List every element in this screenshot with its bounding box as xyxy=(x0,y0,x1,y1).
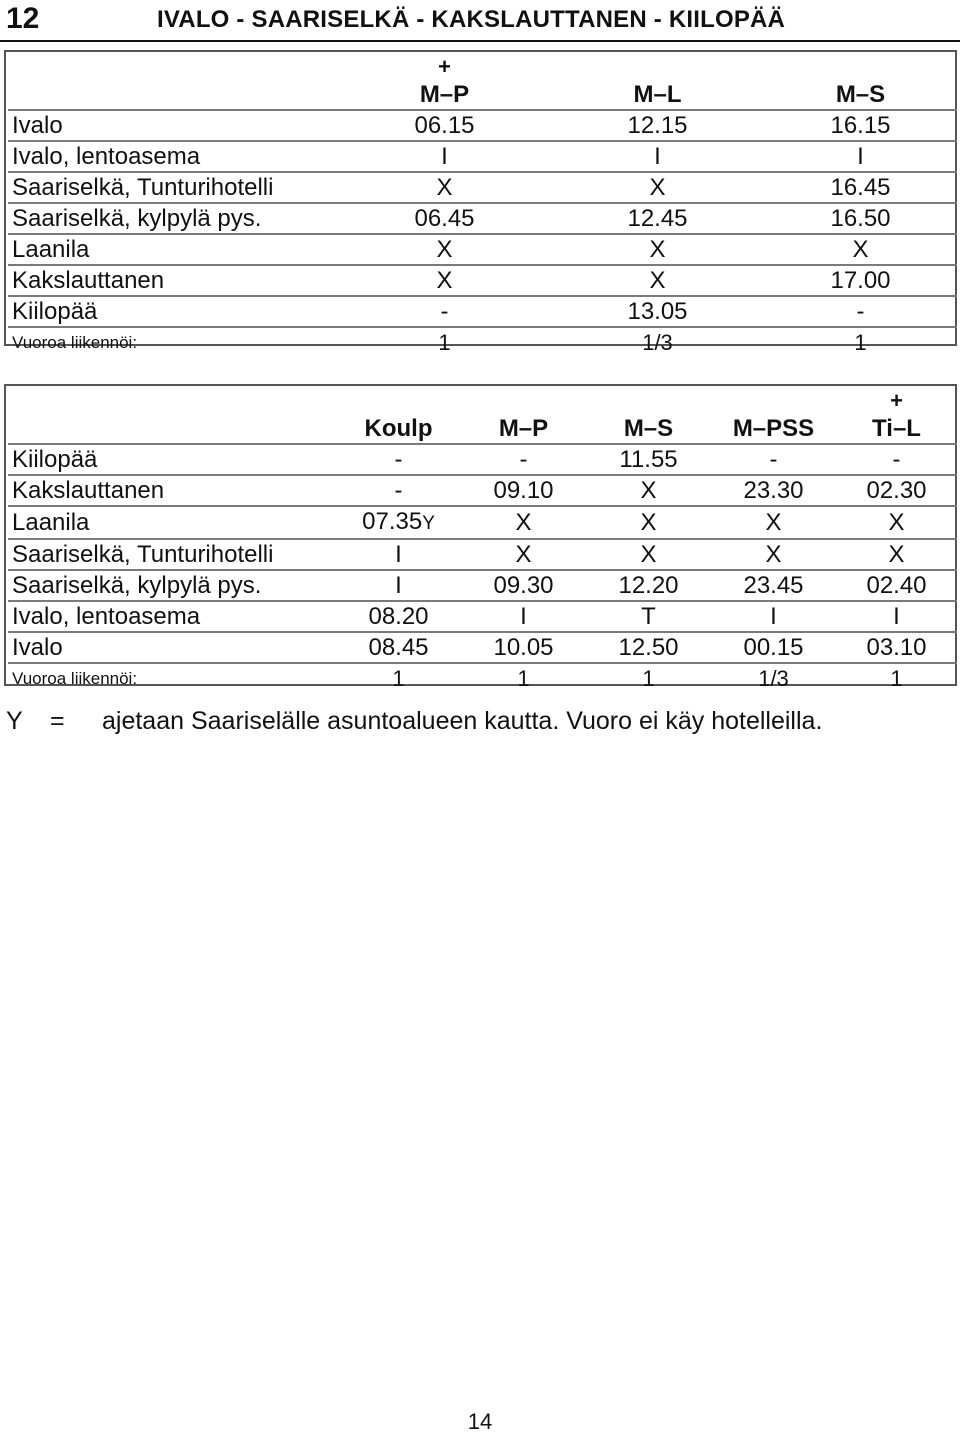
footnote-text: ajetaan Saariselälle asuntoalueen kautta. Vuoro ei käy hotelleilla. xyxy=(102,707,823,735)
operating-days-value: 1 xyxy=(517,666,530,691)
time-cell: X xyxy=(551,172,764,203)
time-cell: 09.10 xyxy=(461,475,586,506)
column-header: Ti–L xyxy=(836,414,957,444)
plus-mark xyxy=(551,54,764,80)
column-header: M–S xyxy=(764,80,957,110)
column-header: M–L xyxy=(551,80,764,110)
time-cell: 06.15 xyxy=(338,110,551,141)
time-cell: I xyxy=(764,141,957,172)
plus-mark xyxy=(336,388,461,414)
time-cell: 17.00 xyxy=(764,265,957,296)
plus-mark xyxy=(586,388,711,414)
time-cell: X xyxy=(586,475,711,506)
column-header: M–S xyxy=(586,414,711,444)
time-cell: 02.40 xyxy=(836,570,957,601)
stop-name: Kakslauttanen xyxy=(8,265,338,296)
header-divider xyxy=(0,40,960,42)
time-cell: I xyxy=(836,601,957,632)
stop-name: Kakslauttanen xyxy=(8,475,336,506)
plus-row xyxy=(8,388,957,414)
stop-name: Ivalo xyxy=(8,632,336,663)
time-cell: 08.45 xyxy=(336,632,461,663)
plus-mark xyxy=(711,388,836,414)
time-cell: 06.45 xyxy=(338,203,551,234)
stop-name: Ivalo xyxy=(8,110,338,141)
table-row xyxy=(8,475,957,506)
time-cell: X xyxy=(586,539,711,570)
time-cell-with-marker xyxy=(336,506,461,539)
operating-days-value: 1 xyxy=(642,666,655,691)
stop-name: Ivalo, lentoasema xyxy=(8,601,336,632)
time-cell: 23.45 xyxy=(711,570,836,601)
time-cell: 12.45 xyxy=(551,203,764,234)
time-value: 07.35 xyxy=(362,508,423,535)
table-row xyxy=(8,265,957,296)
operating-days-value: 1 xyxy=(392,666,405,691)
time-cell: X xyxy=(338,234,551,265)
page-header xyxy=(0,0,960,40)
footnote xyxy=(6,707,956,736)
time-cell: X xyxy=(764,234,957,265)
column-header: Koulp xyxy=(336,414,461,444)
plus-mark xyxy=(461,388,586,414)
footnote-marker: Y xyxy=(422,513,435,534)
time-cell: I xyxy=(336,539,461,570)
time-cell: X xyxy=(551,265,764,296)
page-number: 14 xyxy=(467,1409,493,1434)
table-row xyxy=(8,632,957,663)
time-cell: - xyxy=(336,475,461,506)
table-row xyxy=(8,141,957,172)
time-cell: I xyxy=(336,570,461,601)
time-cell: 02.30 xyxy=(836,475,957,506)
plus-mark xyxy=(764,54,957,80)
time-cell: I xyxy=(711,601,836,632)
time-cell: 13.05 xyxy=(551,296,764,327)
time-cell: - xyxy=(836,444,957,475)
timetable-outbound-table xyxy=(8,54,957,357)
timetable-return-table xyxy=(8,388,957,693)
table-row xyxy=(8,444,957,475)
table-row xyxy=(8,506,957,539)
column-header: M–PSS xyxy=(711,414,836,444)
table-row xyxy=(8,110,957,141)
operating-days-value: 1/3 xyxy=(642,330,673,355)
plus-mark: + xyxy=(890,388,903,413)
table-row xyxy=(8,203,957,234)
plus-mark: + xyxy=(438,54,451,79)
time-cell: I xyxy=(338,141,551,172)
column-header: M–P xyxy=(461,414,586,444)
time-cell: X xyxy=(711,539,836,570)
time-cell: 00.15 xyxy=(711,632,836,663)
time-cell: X xyxy=(586,506,711,539)
table-row xyxy=(8,539,957,570)
table-row xyxy=(8,234,957,265)
time-cell: I xyxy=(551,141,764,172)
time-cell: 03.10 xyxy=(836,632,957,663)
time-cell: 23.30 xyxy=(711,475,836,506)
column-header-row xyxy=(8,414,957,444)
column-header-row xyxy=(8,80,957,110)
operating-days-value: 1 xyxy=(890,666,903,691)
operating-days-value: 1 xyxy=(854,330,867,355)
time-cell: 16.15 xyxy=(764,110,957,141)
operating-days-value: 1/3 xyxy=(758,666,789,691)
time-cell: 11.55 xyxy=(586,444,711,475)
table-row xyxy=(8,601,957,632)
table-row xyxy=(8,296,957,327)
time-cell: X xyxy=(338,172,551,203)
time-cell: 12.50 xyxy=(586,632,711,663)
plus-row xyxy=(8,54,957,80)
time-cell: 12.20 xyxy=(586,570,711,601)
time-cell: X xyxy=(338,265,551,296)
time-cell: - xyxy=(764,296,957,327)
table-row xyxy=(8,172,957,203)
stop-name: Saariselkä, Tunturihotelli xyxy=(8,172,338,203)
time-cell: - xyxy=(336,444,461,475)
table-row xyxy=(8,570,957,601)
time-cell: X xyxy=(836,539,957,570)
stop-name: Saariselkä, Tunturihotelli xyxy=(8,539,336,570)
stop-name: Saariselkä, kylpylä pys. xyxy=(8,570,336,601)
time-cell: 08.20 xyxy=(336,601,461,632)
time-cell: - xyxy=(711,444,836,475)
operating-days-value: 1 xyxy=(438,330,451,355)
operating-days-row xyxy=(8,327,957,357)
time-cell: 10.05 xyxy=(461,632,586,663)
stop-name: Kiilopää xyxy=(8,296,338,327)
operating-days-row xyxy=(8,663,957,693)
time-cell: X xyxy=(711,506,836,539)
operating-days-label: Vuoroa liikennöi: xyxy=(12,333,138,352)
time-cell: 16.45 xyxy=(764,172,957,203)
timetable-outbound xyxy=(4,50,957,355)
time-cell: I xyxy=(461,601,586,632)
time-cell: - xyxy=(461,444,586,475)
route-number: 12 xyxy=(6,2,40,35)
time-cell: X xyxy=(551,234,764,265)
time-cell: 16.50 xyxy=(764,203,957,234)
time-cell: X xyxy=(461,506,586,539)
stop-name: Kiilopää xyxy=(8,444,336,475)
footnote-equals: = xyxy=(50,707,65,735)
route-title: IVALO - SAARISELKÄ - KAKSLAUTTANEN - KIILOPÄÄ xyxy=(157,6,786,33)
time-cell: 09.30 xyxy=(461,570,586,601)
stop-name: Ivalo, lentoasema xyxy=(8,141,338,172)
time-cell: - xyxy=(338,296,551,327)
time-cell: T xyxy=(586,601,711,632)
time-cell: X xyxy=(836,506,957,539)
operating-days-label: Vuoroa liikennöi: xyxy=(12,669,138,688)
time-cell: X xyxy=(461,539,586,570)
stop-name: Laanila xyxy=(8,234,338,265)
stop-name: Saariselkä, kylpylä pys. xyxy=(8,203,338,234)
timetable-return xyxy=(4,384,957,691)
column-header: M–P xyxy=(338,80,551,110)
time-cell: 12.15 xyxy=(551,110,764,141)
stop-name: Laanila xyxy=(8,506,336,539)
footnote-symbol: Y xyxy=(6,707,23,735)
